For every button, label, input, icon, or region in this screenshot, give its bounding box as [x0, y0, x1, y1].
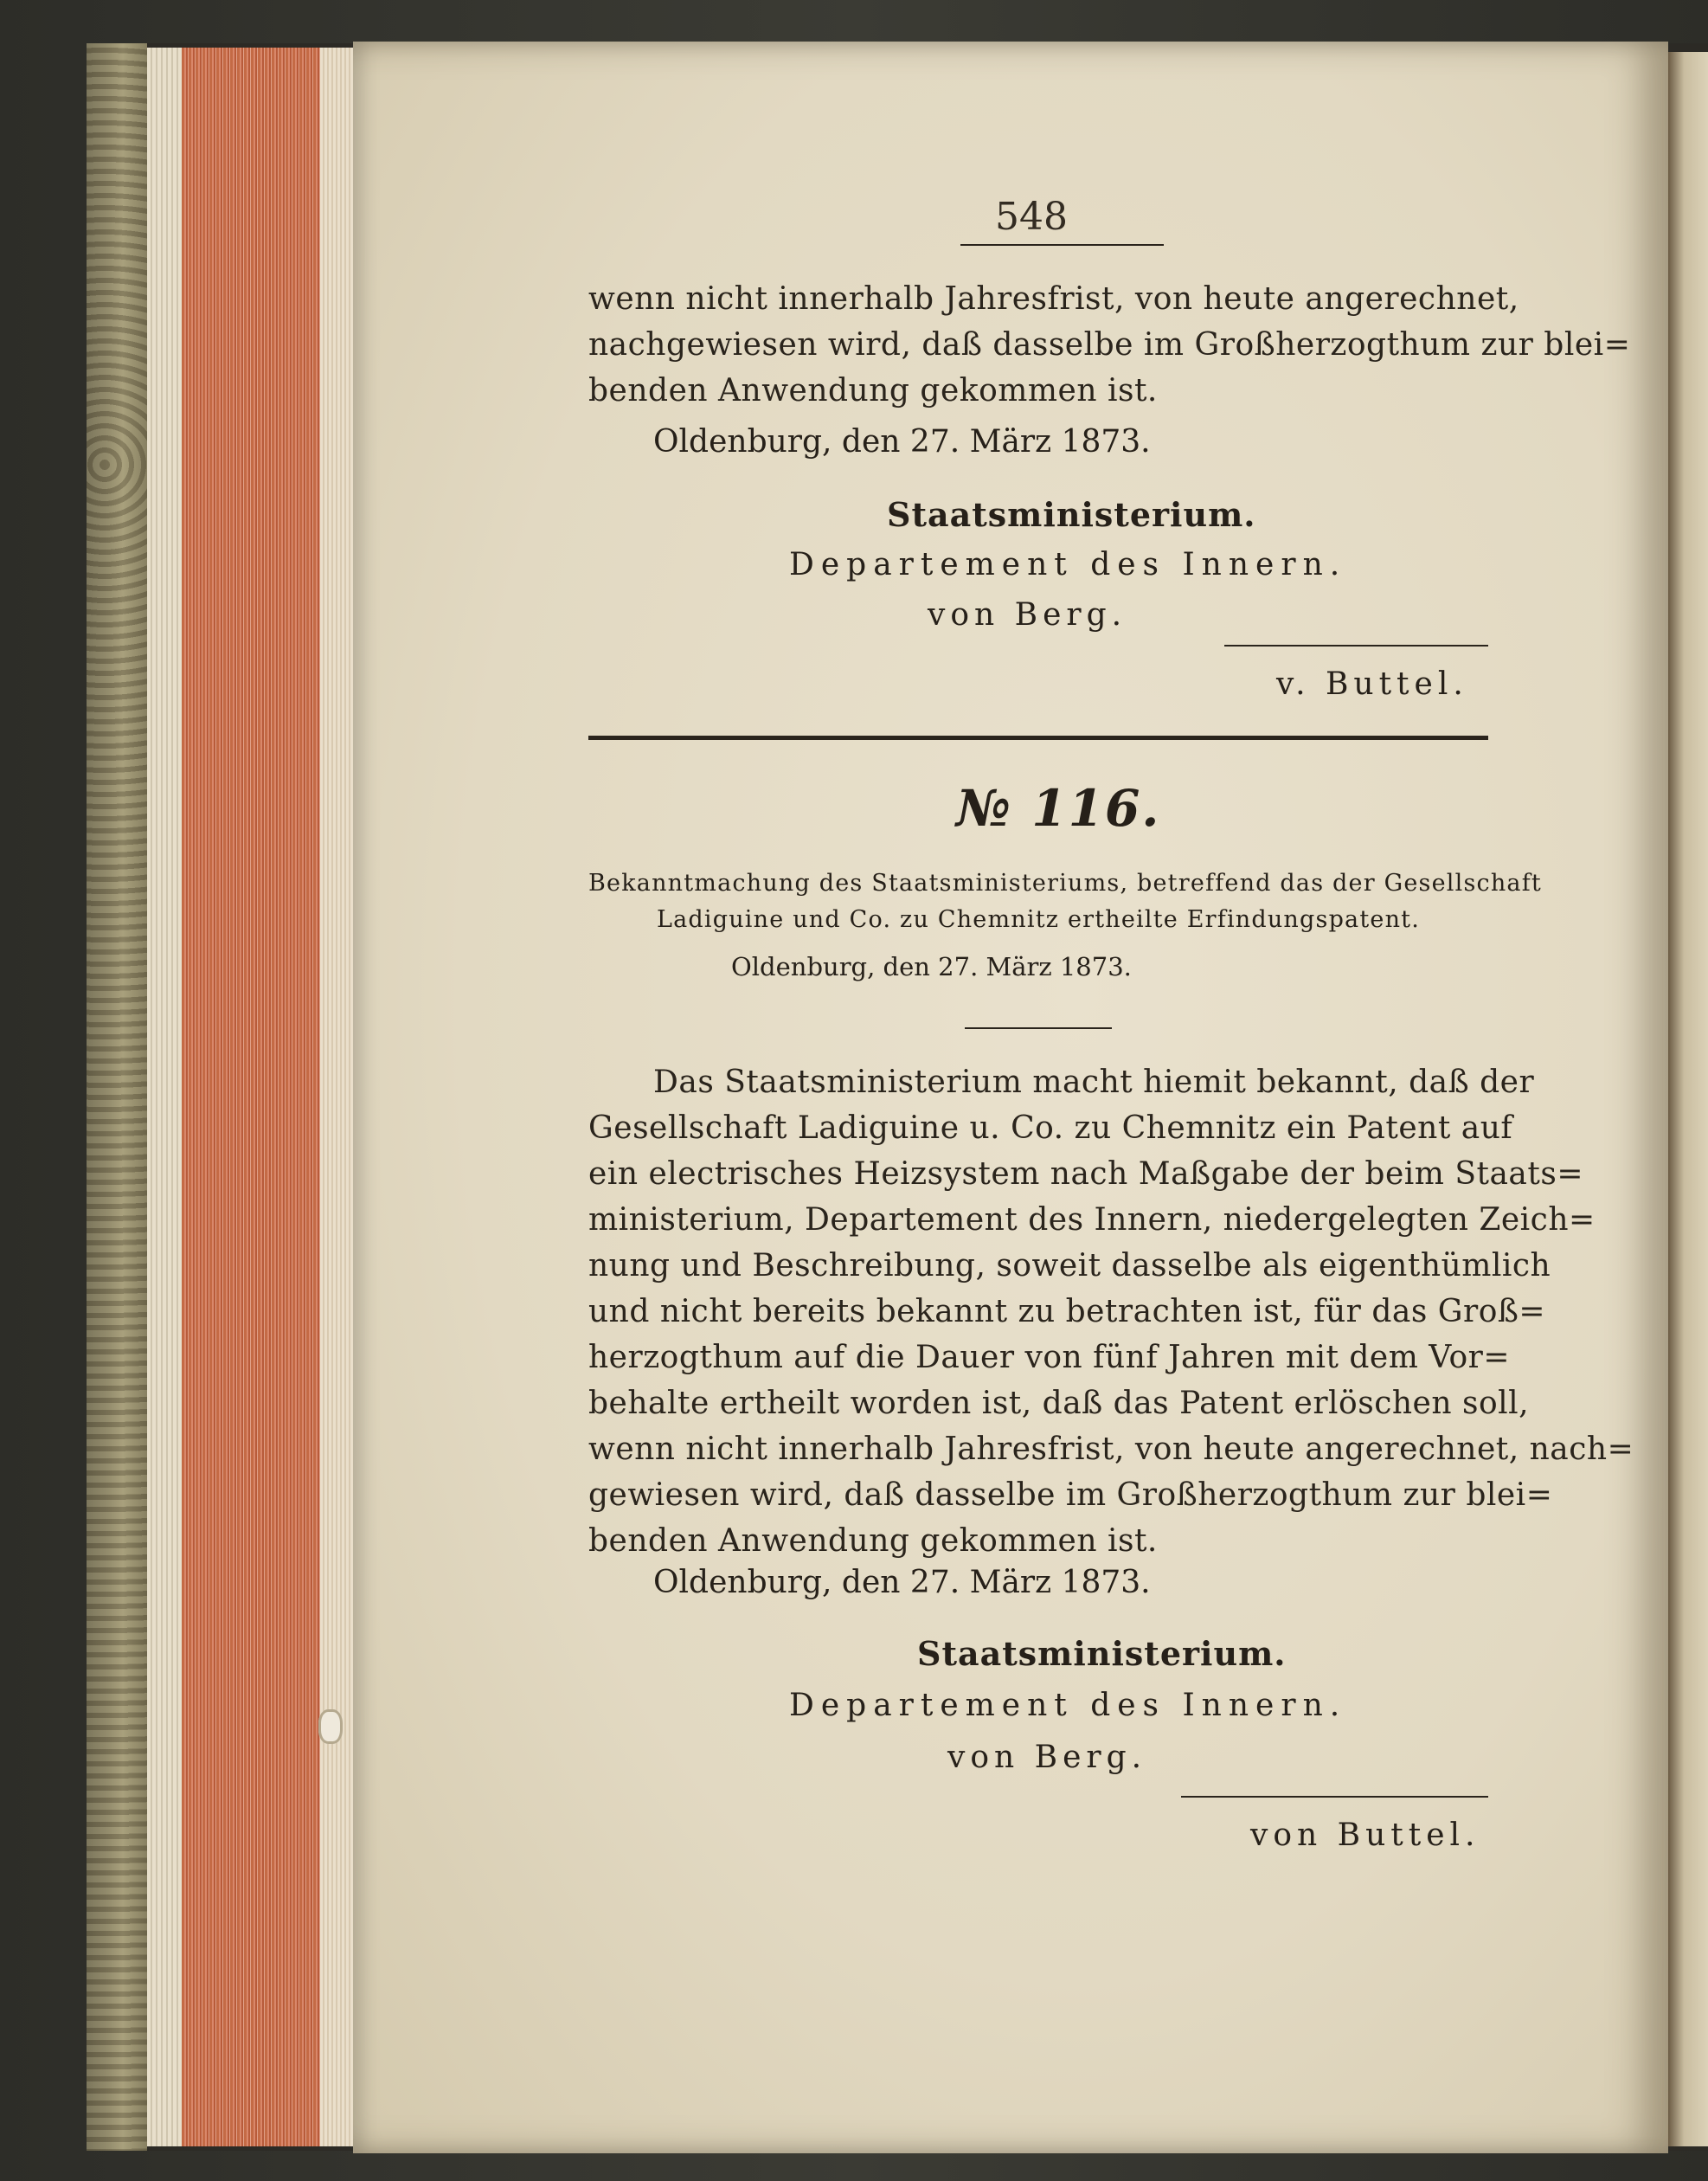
section2-place-date: Oldenburg, den 27. März 1873. [653, 1565, 1151, 1600]
section2-line: wenn nicht innerhalb Jahresfrist, von heute angerechnet, nach= [588, 1431, 1634, 1467]
signature-rule [1224, 645, 1488, 647]
section1-signer: von Berg. [928, 597, 1127, 633]
section2-signer: von Berg. [947, 1740, 1147, 1775]
section2-ministry: Staatsministerium. [917, 1634, 1287, 1673]
section2-line: ministerium, Departement des Innern, niedergelegten Zeich= [588, 1202, 1596, 1238]
section1-ministry: Staatsministerium. [887, 495, 1256, 534]
section1-place-date: Oldenburg, den 27. März 1873. [653, 424, 1151, 460]
section1-department: Departement des Innern. [789, 547, 1347, 582]
book-spine [87, 43, 147, 2151]
section2-line: Das Staatsministerium macht hiemit bekannt, daß der [653, 1065, 1535, 1100]
signature-rule [1181, 1796, 1488, 1798]
section2-number: № 116. [956, 779, 1161, 838]
binding-thread [318, 1709, 343, 1744]
page-number-rule [960, 244, 1164, 246]
heading-rule [965, 1027, 1112, 1029]
section2-line: und nicht bereits bekannt zu betrachten ist, für das Groß= [588, 1294, 1546, 1329]
section1-line: nachgewiesen wird, daß dasselbe im Großherzogthum zur blei= [588, 327, 1631, 363]
section2-signer-2: von Buttel. [1250, 1818, 1480, 1853]
page-edges-outer [147, 48, 182, 2146]
section2-line: behalte ertheilt worden ist, daß das Patent erlöschen soll, [588, 1386, 1530, 1421]
section2-line: benden Anwendung gekommen ist. [588, 1523, 1158, 1559]
section2-department: Departement des Innern. [789, 1688, 1347, 1723]
page-number: 548 [995, 195, 1068, 239]
section2-line: ein electrisches Heizsystem nach Maßgabe der beim Staats= [588, 1156, 1584, 1192]
section-divider [588, 736, 1488, 740]
section2-subtitle-date: Oldenburg, den 27. März 1873. [731, 952, 1132, 981]
section1-line: benden Anwendung gekommen ist. [588, 373, 1158, 409]
facing-page-edge [1668, 52, 1708, 2146]
section2-line: Gesellschaft Ladiguine u. Co. zu Chemnitz ein Patent auf [588, 1110, 1513, 1146]
page-edges-inner [320, 48, 355, 2146]
section2-subtitle: Bekanntmachung des Staatsministeriums, betreffend das der Gesellschaft [588, 870, 1542, 897]
section2-line: gewiesen wird, daß dasselbe im Großherzogthum zur blei= [588, 1477, 1553, 1513]
section2-line: nung und Beschreibung, soweit dasselbe als eigenthümlich [588, 1248, 1551, 1284]
section1-line: wenn nicht innerhalb Jahresfrist, von heute angerechnet, [588, 281, 1519, 317]
section1-signer-2: v. Buttel. [1276, 666, 1468, 702]
section2-line: herzogthum auf die Dauer von fünf Jahren mit dem Vor= [588, 1340, 1511, 1375]
section2-subtitle: Ladiguine und Co. zu Chemnitz ertheilte Erfindungspatent. [656, 906, 1420, 933]
